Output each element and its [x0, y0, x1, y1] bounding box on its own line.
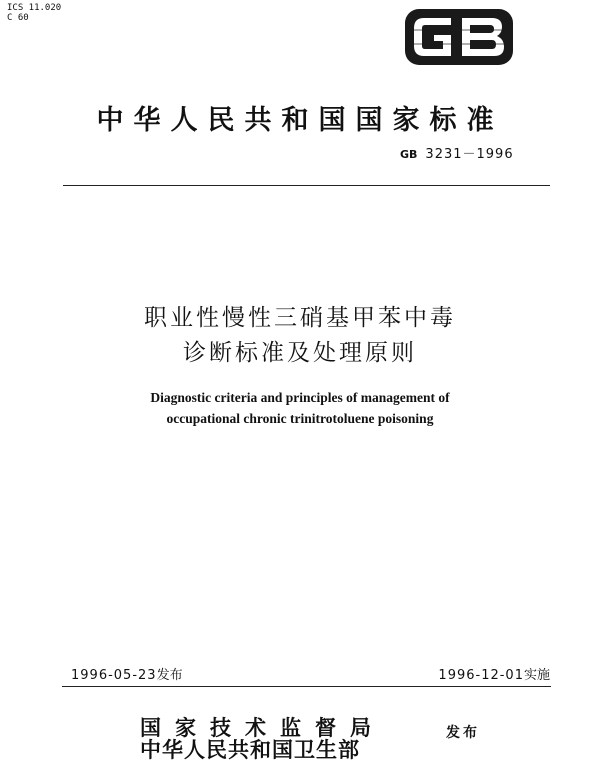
issuer-line1: 国家技术监督局: [140, 715, 385, 740]
document-title-en-line1: Diagnostic criteria and principles of management of: [150, 390, 450, 405]
implement-date-label: 实施: [523, 668, 550, 683]
standard-code: [400, 143, 514, 162]
release-label: 发布: [446, 725, 480, 741]
document-title-en-line2: occupational chronic trinitrotoluene poisoning: [166, 411, 434, 426]
classification-block: [7, 3, 61, 23]
document-title-cn-line2: 诊断标准及处理原则: [183, 340, 417, 366]
ics-code: ICS 11.020: [7, 3, 62, 13]
svg-text:GB: GB: [458, 63, 460, 64]
gb-logo: [404, 8, 514, 66]
implement-date: [438, 664, 550, 683]
issue-date-label: 发布: [156, 668, 183, 683]
document-title-cn-line1: 职业性慢性三硝基甲苯中毒: [144, 305, 456, 331]
standard-code-number: 3231－1996: [425, 147, 514, 162]
class-code: C 60: [7, 13, 29, 23]
issue-date-value: 1996-05-23: [71, 668, 157, 683]
issuer-line2: 中华人民共和国卫生部: [140, 737, 360, 762]
header-divider: [63, 185, 550, 186]
implement-date-value: 1996-12-01: [438, 668, 524, 683]
standard-code-prefix: GB: [400, 148, 418, 161]
footer-divider: [62, 686, 551, 687]
standard-type-title: 中华人民共和国国家标准: [96, 105, 504, 136]
issue-date: [71, 664, 183, 683]
